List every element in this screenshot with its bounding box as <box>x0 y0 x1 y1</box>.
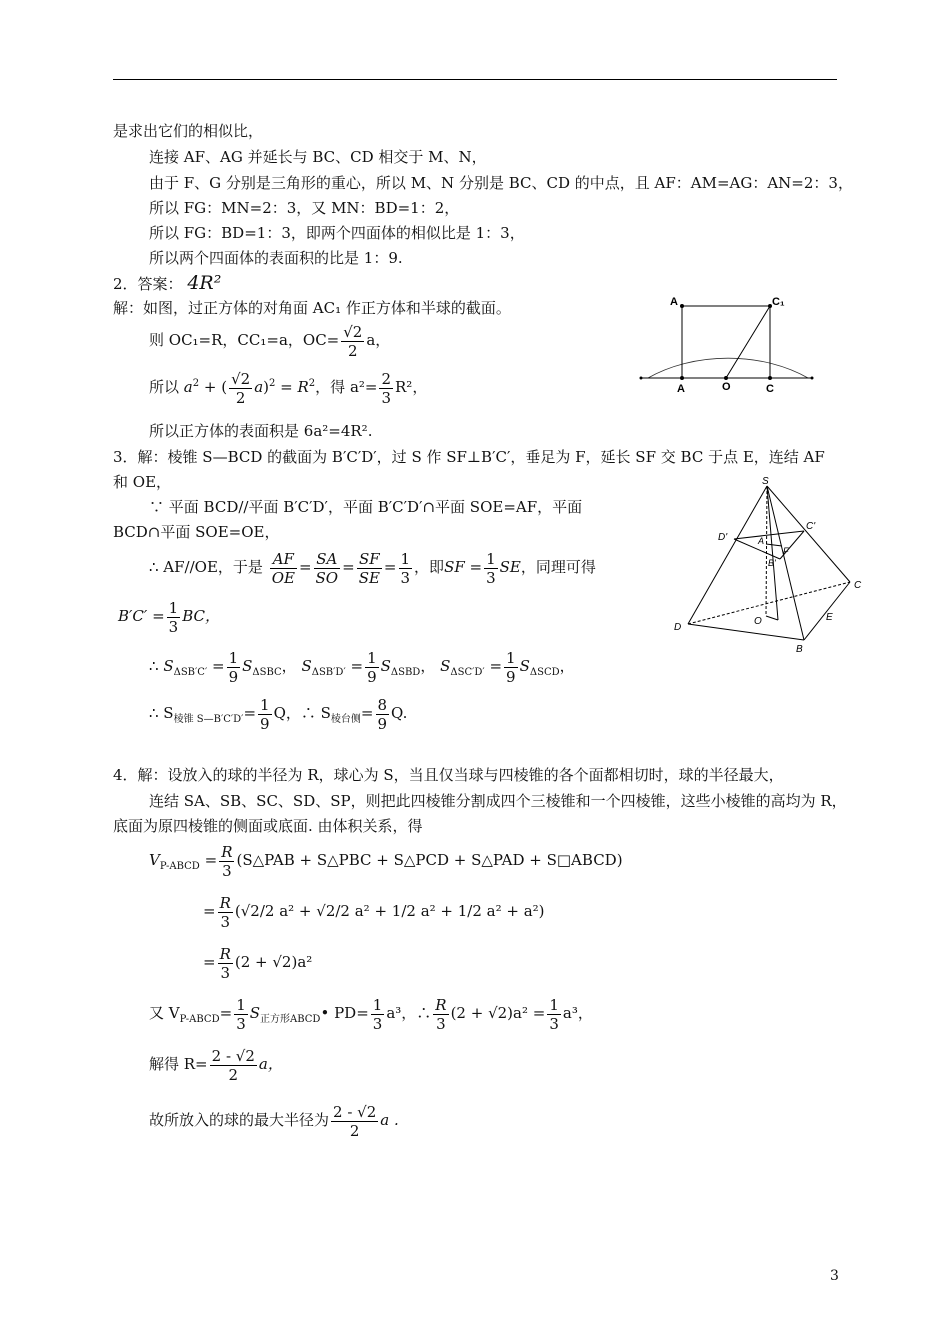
text: a³，∴ <box>386 1004 432 1022</box>
text: (√2/2 a² + √2/2 a² + 1/2 a² + 1/2 a² + a²) <box>234 902 545 920</box>
label-Cprime: C' <box>806 521 816 532</box>
text-line: 所以正方体的表面积是 6a²=4R². <box>149 422 373 440</box>
text: (2 + √2)a² = <box>450 1004 546 1022</box>
text: = <box>243 704 257 722</box>
edge-SD <box>688 486 767 624</box>
label-C: C <box>766 383 774 394</box>
fraction: $\frac{√2}{2}$ <box>343 322 363 360</box>
label-C1: C₁ <box>772 296 785 308</box>
q3-line6: B′C′ = $\frac{1}{3}$ BC， <box>118 598 220 636</box>
label-Dprime: D' <box>718 532 728 543</box>
label-S: S <box>762 476 769 487</box>
text-line: 连结 SA、SB、SC、SD、SP，则把此四棱锥分割成四个三棱锥和一个四棱锥，这些小棱锥的高均为 R， <box>149 792 847 810</box>
subscript: 棱台侧 <box>330 714 361 725</box>
subscript: P-ABCD <box>179 1014 220 1025</box>
text: 则 OC₁=R，CC₁=a，OC= <box>149 331 340 349</box>
text: R²， <box>395 378 428 396</box>
text-line: 和 OE， <box>113 473 172 491</box>
label-O: O <box>754 616 762 627</box>
text: 又 V <box>149 1004 180 1022</box>
edge-BC <box>804 582 850 640</box>
label-F: F <box>783 546 789 556</box>
text-line: BCD∩平面 SOE=OE， <box>113 523 280 541</box>
text: B′C′ = <box>118 607 165 625</box>
subscript: 棱锥 S—B′C′D′ <box>173 714 244 725</box>
text-line: 3．解：棱锥 S—BCD 的截面为 B′C′D′，过 S 作 SF⊥B′C′，垂足为 F，延长 SF 交 BC 于点 E，连结 AF <box>113 448 825 466</box>
label-O: O <box>722 381 731 393</box>
q4-volume-3: = $\frac{R}{3}$ (2 + √2)a² <box>203 944 313 982</box>
subscript: 正方形ABCD <box>260 1014 321 1025</box>
text-line: ∵ 平面 BCD//平面 B′C′D′，平面 B′C′D′∩平面 SOE=AF，平面 <box>149 498 583 516</box>
text-line: 由于 F、G 分别是三角形的重心，所以 M、N 分别是 BC、CD 的中点，且 AF：AM=AG：AN=2：3， <box>149 174 853 192</box>
text: ∴ <box>149 657 159 675</box>
label-A: A <box>758 536 765 546</box>
q2-label: 2．答案： <box>113 275 183 293</box>
edge-DB <box>688 624 804 640</box>
text-line: 所以 FG：BD=1：3，即两个四面体的相似比是 1：3， <box>149 224 525 242</box>
q4-volume-2: = $\frac{R}{3}$ (√2/2 a² + √2/2 a² + 1/2 a² + 1/2 a² + a²) <box>203 893 545 931</box>
text-line: 4．解：设放入的球的半径为 R，球心为 S，当且仅当球与四棱锥的各个面都相切时，球的半径最大， <box>113 766 784 784</box>
text: (2 + √2)a² <box>234 953 313 971</box>
text: a， <box>258 1055 283 1073</box>
q3-line5: ∴ AF//OE，于是 $\frac{AF}{OE}$ = $\frac{SA}{SO}$ = $\frac{SF}{SE}$ = $\frac{1}{3}$ ，即SF = $\frac{1}{3}$ SE，同理可得 <box>149 549 596 587</box>
q4-line5: 解得 R= $\frac{2 - √2}{2}$ a， <box>149 1046 283 1084</box>
q4-volume-1: $V_{P-ABCD}$ = $\frac{R}{3}$ (S△PAB + S△PBC + S△PCD + S△PAD + S□ABCD) <box>149 842 623 880</box>
label-A-bottom: A <box>677 383 685 394</box>
text: ，得 a²= <box>315 378 378 396</box>
label-C: C <box>854 580 862 591</box>
text-line: 是求出它们的相似比， <box>113 122 264 140</box>
line-OE <box>766 616 778 620</box>
text: 故所放入的球的最大半径为 <box>149 1111 330 1129</box>
text: S <box>249 1004 261 1022</box>
q4-line4: 又 $V_{P-ABCD}=$ $\frac{1}{3}$ $S_{正方形ABCD}•$ PD= $\frac{1}{3}$ a³，∴ $\frac{R}{3}$ (2 + √2)a² = $\frac{1}{3}$ a³， <box>149 995 593 1033</box>
radius-line <box>726 306 770 378</box>
q3-line8: ∴ $S_{棱锥 S—B'C'D'}=$ $\frac{1}{9}$ Q，∴ $S_{棱台侧}=$ $\frac{8}{9}$ Q. <box>149 695 408 733</box>
text: ∴ AF//OE，于是 <box>149 558 263 576</box>
label-Bprime: B' <box>768 558 776 568</box>
text-line: 解：如图，过正方体的对角面 AC₁ 作正方体和半球的截面。 <box>113 299 511 317</box>
edge-SO <box>766 486 767 616</box>
edge-DpBp <box>734 539 780 559</box>
text: 所以 <box>149 378 180 396</box>
text: a³， <box>562 1004 593 1022</box>
text-line: 底面为原四棱锥的侧面或底面. 由体积关系，得 <box>113 817 423 835</box>
page-number: 3 <box>830 1268 839 1284</box>
text: a， <box>366 331 391 349</box>
text: 解得 R= <box>149 1055 208 1073</box>
q3-line7: ∴ $S_{\Delta SB'C'}$ = $\frac{1}{9}$ $S_{\Delta SBC}$， $S_{\Delta SB'D'}$ = $\frac{1}{9}$ $S_{\Delta SBD}$， $S_{\Delta SC'D'}$ = $\frac{1}{9}$ $S_{\Delta SCD}$， <box>149 648 575 686</box>
header-rule <box>113 79 837 80</box>
text-line: 所以 FG：MN=2：3，又 MN：BD=1：2， <box>149 199 460 217</box>
pyramid-figure <box>668 474 868 660</box>
label-B: B <box>796 644 803 655</box>
label-A-top: A <box>670 296 678 308</box>
edge-DpCp <box>734 531 804 539</box>
semicircle-figure <box>636 288 826 394</box>
text: ∴ S <box>149 704 174 722</box>
text-line: 所以两个四面体的表面积的比是 1：9. <box>149 249 403 267</box>
text-line: 连接 AF、AG 并延长与 BC、CD 相交于 M、N， <box>149 148 487 166</box>
text: Q，∴ S <box>273 704 331 722</box>
label-D: D <box>674 622 682 633</box>
text: ，同理可得 <box>520 558 596 576</box>
line-AF <box>766 544 782 546</box>
text: a . <box>380 1111 399 1129</box>
text: (S△PAB + S△PBC + S△PCD + S△PAD + S□ABCD) <box>236 851 623 869</box>
text: BC， <box>182 607 220 625</box>
q4-line6: 故所放入的球的最大半径为 $\frac{2 - √2}{2}$ a . <box>149 1102 399 1140</box>
subscript: P-ABCD <box>159 861 200 872</box>
label-E: E <box>826 612 833 623</box>
q2-line3: 所以 $a^2$ + ( $\frac{√2}{2}$ $a)^2 = R^2$，得 a²= $\frac{2}{3}$ R²， <box>149 369 428 407</box>
q2-line2 <box>149 322 390 360</box>
text: ，即 <box>414 558 445 576</box>
q2-answer-line <box>113 273 221 294</box>
text: Q. <box>391 704 408 722</box>
q2-answer: 4R² <box>187 272 222 294</box>
text: = <box>360 704 374 722</box>
edge-SE <box>767 486 778 620</box>
text: V <box>149 851 160 869</box>
text: • PD= <box>320 1004 369 1022</box>
